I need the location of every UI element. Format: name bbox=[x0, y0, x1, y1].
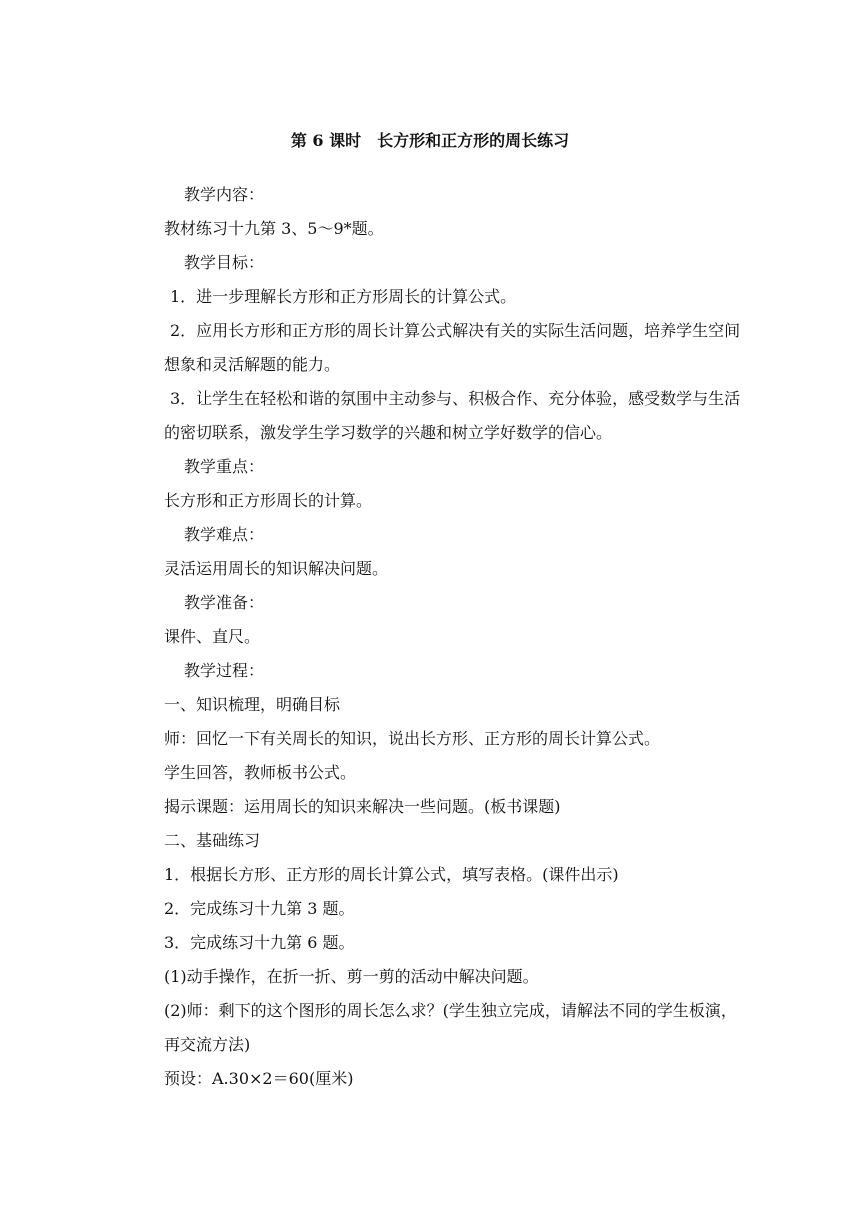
exercise-item-1: 1．根据长方形、正方形的周长计算公式，填写表格。(课件出示) bbox=[164, 865, 619, 884]
section-heading-process: 教学过程： bbox=[184, 661, 265, 680]
document-body bbox=[164, 178, 744, 1096]
process-step-1-heading: 一、知识梳理，明确目标 bbox=[164, 695, 341, 714]
exercise-subitem-2: (2)师：剩下的这个图形的周长怎么求？(学生独立完成，请解法不同的学生板演，再交流方法) bbox=[164, 1001, 737, 1054]
reveal-topic: 揭示课题：运用周长的知识来解决一些问题。(板书课题) bbox=[164, 797, 561, 816]
section-heading-content: 教学内容： bbox=[184, 185, 265, 204]
exercise-item-2: 2．完成练习十九第 3 题。 bbox=[164, 899, 355, 918]
section-heading-preparation: 教学准备： bbox=[184, 593, 265, 612]
goal-item-2: 2．应用长方形和正方形的周长计算公式解决有关的实际生活问题，培养学生空间想象和灵活解题的能力。 bbox=[164, 321, 741, 374]
process-step-2-heading: 二、基础练习 bbox=[164, 831, 261, 850]
paragraph-difficulties: 灵活运用周长的知识解决问题。 bbox=[164, 559, 389, 578]
goal-item-3: 3．让学生在轻松和谐的氛围中主动参与、积极合作、充分体验，感受数学与生活的密切联系，激发学生学习数学的兴趣和树立学好数学的信心。 bbox=[164, 389, 741, 442]
preset-answer: 预设：A.30×2＝60(厘米) bbox=[164, 1069, 354, 1088]
section-heading-goals: 教学目标： bbox=[184, 253, 265, 272]
exercise-subitem-1: (1)动手操作，在折一折、剪一剪的活动中解决问题。 bbox=[164, 967, 539, 986]
lesson-title: 第 6 课时 长方形和正方形的周长练习 bbox=[290, 131, 570, 150]
paragraph-preparation: 课件、直尺。 bbox=[164, 627, 261, 646]
paragraph-content: 教材练习十九第 3、5～9*题。 bbox=[164, 219, 384, 238]
paragraph-key-points: 长方形和正方形周长的计算。 bbox=[164, 491, 373, 510]
student-answer: 学生回答，教师板书公式。 bbox=[164, 763, 357, 782]
teacher-prompt: 师：回忆一下有关周长的知识，说出长方形、正方形的周长计算公式。 bbox=[164, 729, 661, 748]
section-heading-difficulties: 教学难点： bbox=[184, 525, 265, 544]
goal-item-1: 1．进一步理解长方形和正方形周长的计算公式。 bbox=[170, 287, 517, 306]
section-heading-key-points: 教学重点： bbox=[184, 457, 265, 476]
exercise-item-3: 3．完成练习十九第 6 题。 bbox=[164, 933, 355, 952]
